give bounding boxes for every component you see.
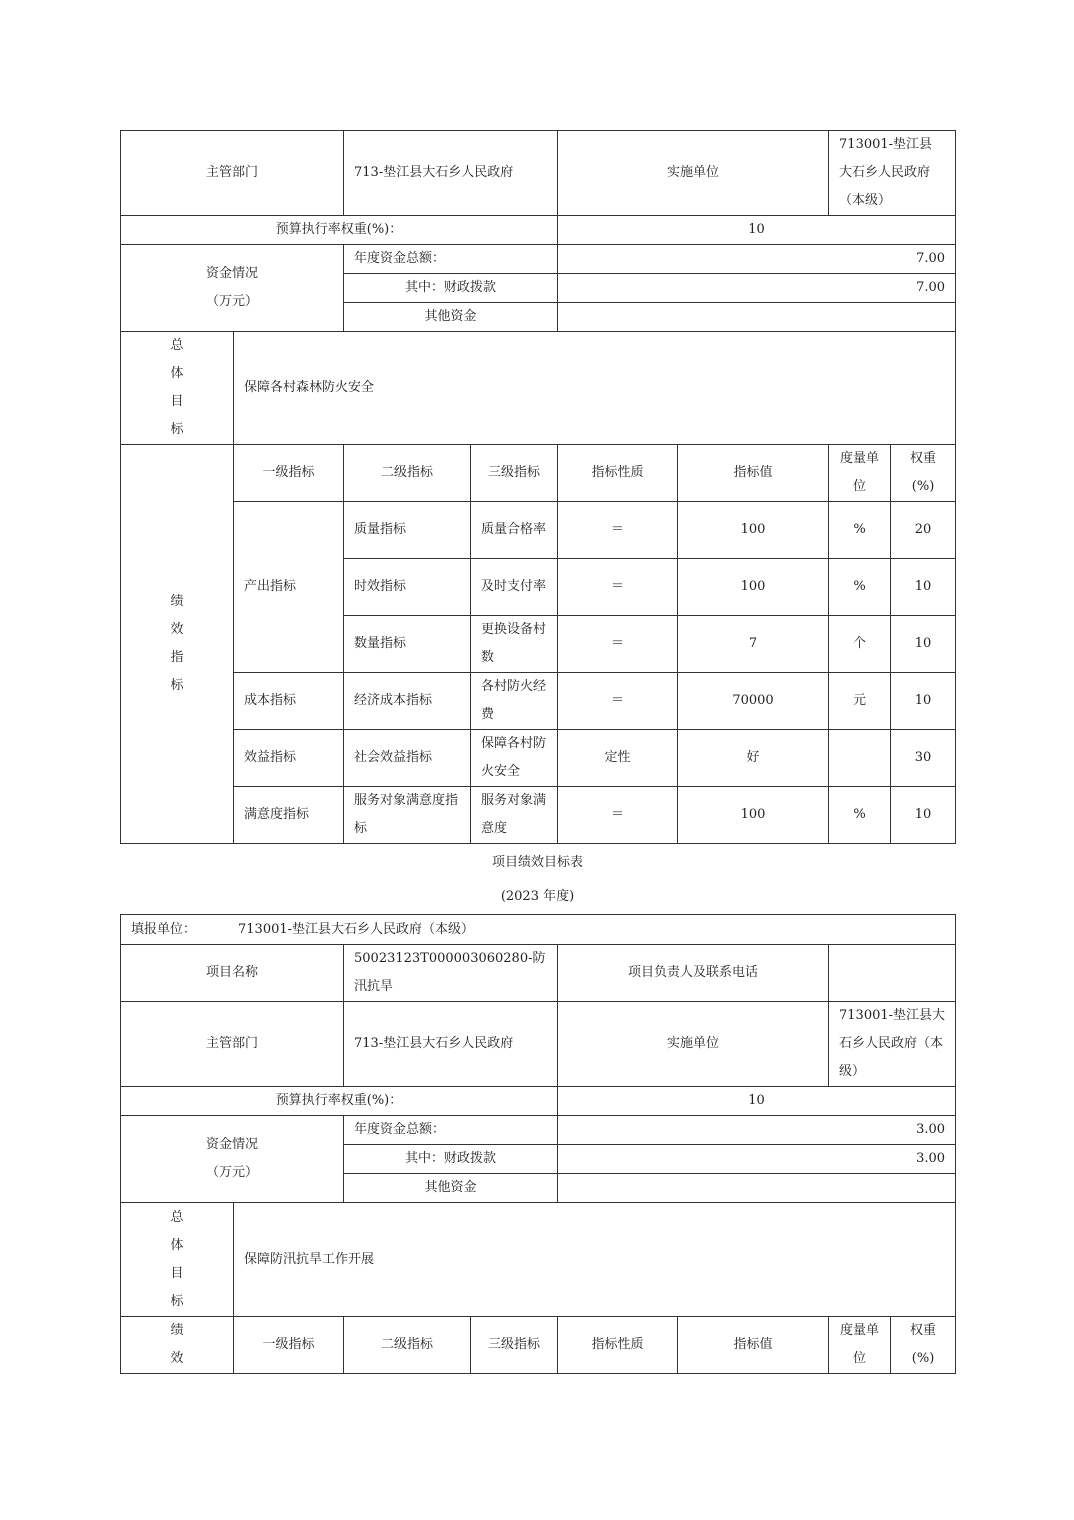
l2-cell: 质量指标 bbox=[344, 502, 471, 559]
dept-label: 主管部门 bbox=[121, 1002, 344, 1087]
header-weight: 权重(%) bbox=[891, 1317, 956, 1374]
l1-cell: 效益指标 bbox=[234, 730, 344, 787]
annual-total-label: 年度资金总额： bbox=[344, 1116, 558, 1145]
value-cell: 7 bbox=[678, 616, 829, 673]
budget-weight-label: 预算执行率权重(%)： bbox=[121, 1087, 558, 1116]
other-funds-label: 其他资金 bbox=[344, 1174, 558, 1203]
perf-label bbox=[121, 1317, 234, 1374]
l3-cell: 质量合格率 bbox=[471, 502, 558, 559]
nature-cell: ＝ bbox=[558, 502, 678, 559]
dept-value: 713-垫江县大石乡人民政府 bbox=[344, 1002, 558, 1087]
header-nature: 指标性质 bbox=[558, 445, 678, 502]
value-cell: 70000 bbox=[678, 673, 829, 730]
l3-cell: 保障各村防火安全 bbox=[471, 730, 558, 787]
header-unit: 度量单位 bbox=[829, 1317, 891, 1374]
l3-cell: 及时支付率 bbox=[471, 559, 558, 616]
goal-label bbox=[121, 332, 234, 445]
goal-char: 体 bbox=[170, 366, 184, 381]
funds-unit: （万元） bbox=[206, 294, 259, 309]
l1-cell: 成本指标 bbox=[234, 673, 344, 730]
header-l3: 三级指标 bbox=[471, 445, 558, 502]
table-row bbox=[121, 730, 956, 787]
funds-label: 资金情况 bbox=[205, 1137, 258, 1152]
value-cell: 100 bbox=[678, 559, 829, 616]
l2-cell: 经济成本指标 bbox=[344, 673, 471, 730]
unit-cell: % bbox=[829, 787, 891, 844]
l3-cell: 各村防火经费 bbox=[471, 673, 558, 730]
goal-char: 目 bbox=[170, 1265, 184, 1281]
nature-cell: ＝ bbox=[558, 787, 678, 844]
unit-cell: % bbox=[829, 502, 891, 559]
funds-unit: （万元） bbox=[205, 1165, 258, 1180]
table-row bbox=[121, 502, 956, 559]
perf-label bbox=[121, 445, 234, 844]
l2-cell: 社会效益指标 bbox=[344, 730, 471, 787]
weight-cell: 30 bbox=[891, 730, 956, 787]
table-row bbox=[121, 673, 956, 730]
fill-unit-value: 713001-垫江县大石乡人民政府（本级） bbox=[238, 921, 475, 937]
l2-cell: 服务对象满意度指标 bbox=[344, 787, 471, 844]
dept-value: 713-垫江县大石乡人民政府 bbox=[344, 131, 558, 216]
nature-cell: 定性 bbox=[558, 730, 678, 787]
weight-cell: 20 bbox=[891, 502, 956, 559]
goal-char: 总 bbox=[170, 338, 184, 353]
header-l1: 一级指标 bbox=[234, 445, 344, 502]
weight-cell: 10 bbox=[891, 559, 956, 616]
header-nature: 指标性质 bbox=[558, 1317, 678, 1374]
annual-total-value: 3.00 bbox=[558, 1116, 956, 1145]
perf-char: 绩 bbox=[170, 594, 184, 609]
goal-char: 总 bbox=[170, 1209, 184, 1225]
header-l2: 二级指标 bbox=[344, 1317, 471, 1374]
perf-char: 指 bbox=[170, 650, 184, 665]
goal-text: 保障防汛抗旱工作开展 bbox=[234, 1203, 956, 1317]
fill-unit-label: 填报单位： bbox=[131, 921, 197, 937]
goal-text: 保障各村森林防火安全 bbox=[234, 332, 956, 445]
fill-unit-row bbox=[121, 915, 956, 945]
performance-table-2 bbox=[120, 914, 956, 1374]
header-unit: 度量单位 bbox=[829, 445, 891, 502]
dept-label: 主管部门 bbox=[121, 131, 344, 216]
unit-cell bbox=[829, 730, 891, 787]
value-cell: 100 bbox=[678, 502, 829, 559]
budget-weight-value: 10 bbox=[558, 1087, 956, 1116]
perf-char: 效 bbox=[170, 1351, 184, 1366]
annual-total-label: 年度资金总额： bbox=[344, 245, 558, 274]
l2-cell: 数量指标 bbox=[344, 616, 471, 673]
page-title: 项目绩效目标表 bbox=[491, 855, 583, 870]
perf-char: 标 bbox=[170, 678, 184, 693]
header-l2: 二级指标 bbox=[344, 445, 471, 502]
performance-table-1 bbox=[120, 130, 956, 844]
contact-label: 项目负责人及联系电话 bbox=[558, 945, 829, 1002]
header-value: 指标值 bbox=[678, 445, 829, 502]
fiscal-value: 3.00 bbox=[558, 1145, 956, 1174]
budget-weight-value: 10 bbox=[558, 216, 956, 245]
header-l1: 一级指标 bbox=[234, 1317, 344, 1374]
l3-cell: 更换设备村数 bbox=[471, 616, 558, 673]
funds-label-cell bbox=[121, 245, 344, 332]
page-year: (2023 年度) bbox=[500, 889, 575, 904]
header-value: 指标值 bbox=[678, 1317, 829, 1374]
table-row bbox=[121, 787, 956, 844]
budget-weight-label: 预算执行率权重(%)： bbox=[121, 216, 558, 245]
unit-cell: 个 bbox=[829, 616, 891, 673]
other-funds-value bbox=[558, 303, 956, 332]
other-funds-value bbox=[558, 1174, 956, 1203]
funds-label-cell bbox=[121, 1116, 344, 1203]
project-name-label: 项目名称 bbox=[121, 945, 344, 1002]
goal-char: 标 bbox=[170, 1293, 184, 1309]
fiscal-label: 其中：财政拨款 bbox=[344, 274, 558, 303]
weight-cell: 10 bbox=[891, 787, 956, 844]
l1-cell: 满意度指标 bbox=[234, 787, 344, 844]
unit-cell: 元 bbox=[829, 673, 891, 730]
annual-total-value: 7.00 bbox=[558, 245, 956, 274]
perf-char: 效 bbox=[170, 622, 184, 637]
goal-char: 标 bbox=[170, 422, 184, 437]
l3-cell: 服务对象满意度 bbox=[471, 787, 558, 844]
l1-cell: 产出指标 bbox=[234, 502, 344, 673]
goal-char: 目 bbox=[170, 394, 184, 409]
fiscal-label: 其中：财政拨款 bbox=[344, 1145, 558, 1174]
fiscal-value: 7.00 bbox=[558, 274, 956, 303]
goal-char: 体 bbox=[170, 1237, 184, 1253]
impl-value: 713001-垫江县大石乡人民政府（本级） bbox=[829, 1002, 956, 1087]
goal-label bbox=[121, 1203, 234, 1317]
impl-label: 实施单位 bbox=[558, 131, 829, 216]
contact-value bbox=[829, 945, 956, 1002]
weight-cell: 10 bbox=[891, 616, 956, 673]
value-cell: 100 bbox=[678, 787, 829, 844]
nature-cell: ＝ bbox=[558, 616, 678, 673]
impl-label: 实施单位 bbox=[558, 1002, 829, 1087]
nature-cell: ＝ bbox=[558, 559, 678, 616]
project-name-value: 50023123T000003060280-防汛抗旱 bbox=[344, 945, 558, 1002]
funds-label: 资金情况 bbox=[206, 266, 259, 281]
impl-value: 713001-垫江县大石乡人民政府（本级） bbox=[829, 131, 956, 216]
unit-cell: % bbox=[829, 559, 891, 616]
l2-cell: 时效指标 bbox=[344, 559, 471, 616]
perf-char: 绩 bbox=[170, 1323, 184, 1338]
value-cell: 好 bbox=[678, 730, 829, 787]
other-funds-label: 其他资金 bbox=[344, 303, 558, 332]
nature-cell: ＝ bbox=[558, 673, 678, 730]
weight-cell: 10 bbox=[891, 673, 956, 730]
header-weight: 权重(%) bbox=[891, 445, 956, 502]
header-l3: 三级指标 bbox=[471, 1317, 558, 1374]
